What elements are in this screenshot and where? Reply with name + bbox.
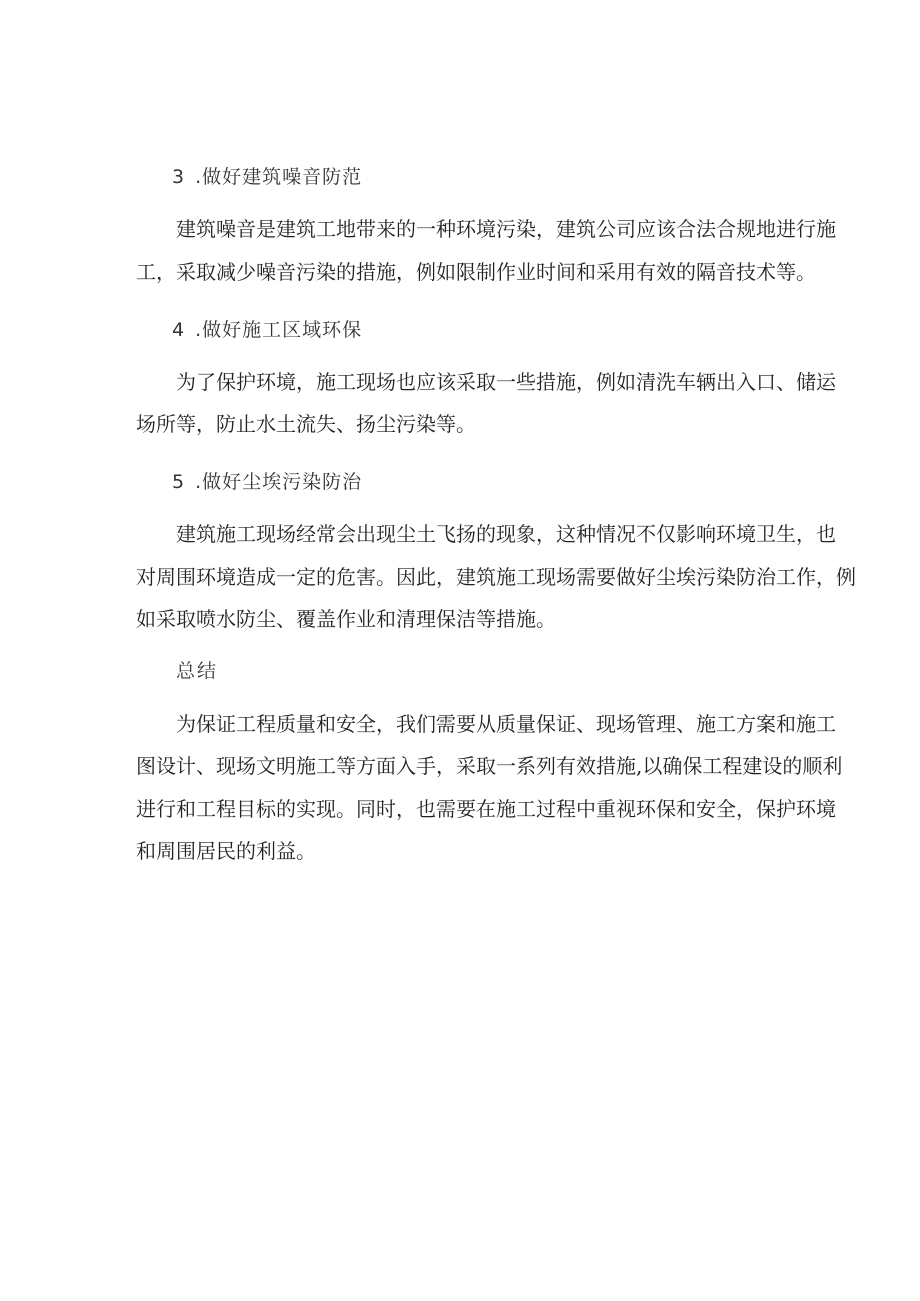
section-5-paragraph-line-2: 对周围环境造成一定的危害。因此，建筑施工现场需要做好尘埃污染防治工作，例: [136, 565, 856, 589]
section-3-title: .做好建筑噪音防范: [195, 166, 363, 188]
section-4-paragraph-line-2: 场所等，防止水土流失、扬尘污染等。: [136, 412, 476, 436]
section-3-paragraph-line-2: 工，采取减少噪音污染的措施，例如限制作业时间和采用有效的隔音技术等。: [136, 260, 816, 284]
section-5-heading: [0, 468, 920, 496]
section-4-heading: [0, 316, 920, 344]
section-5-title: .做好尘埃污染防治: [195, 471, 363, 493]
section-5-paragraph-line-1: 建筑施工现场经常会出现尘土飞扬的现象，这种情况不仅影响环境卫生，也: [176, 522, 836, 546]
section-3-heading: [0, 163, 920, 191]
section-5-paragraph-line-3: 如采取喷水防尘、覆盖作业和清理保洁等措施。: [136, 607, 556, 631]
section-3-paragraph-line-1: 建筑噪音是建筑工地带来的一种环境污染，建筑公司应该合法合规地进行施: [176, 217, 836, 241]
summary-paragraph-line-2: 图设计、现场文明施工等方面入手，采取一系列有效措施,以确保工程建设的顺利: [136, 754, 843, 778]
summary-paragraph-line-3: 进行和工程目标的实现。同时，也需要在施工过程中重视环保和安全，保护环境: [136, 797, 836, 821]
section-4-paragraph-line-1: 为了保护环境，施工现场也应该采取一些措施，例如清洗车辆出入口、储运: [176, 370, 836, 394]
summary-paragraph-line-1: 为保证工程质量和安全，我们需要从质量保证、现场管理、施工方案和施工: [176, 712, 836, 736]
summary-paragraph-line-4: 和周围居民的利益。: [136, 839, 316, 863]
section-4-title: .做好施工区域环保: [195, 319, 363, 341]
section-4-number: 4: [172, 319, 186, 341]
summary-title: 总结: [176, 660, 219, 682]
section-5-number: 5: [172, 471, 186, 493]
section-3-number: 3: [172, 166, 186, 188]
